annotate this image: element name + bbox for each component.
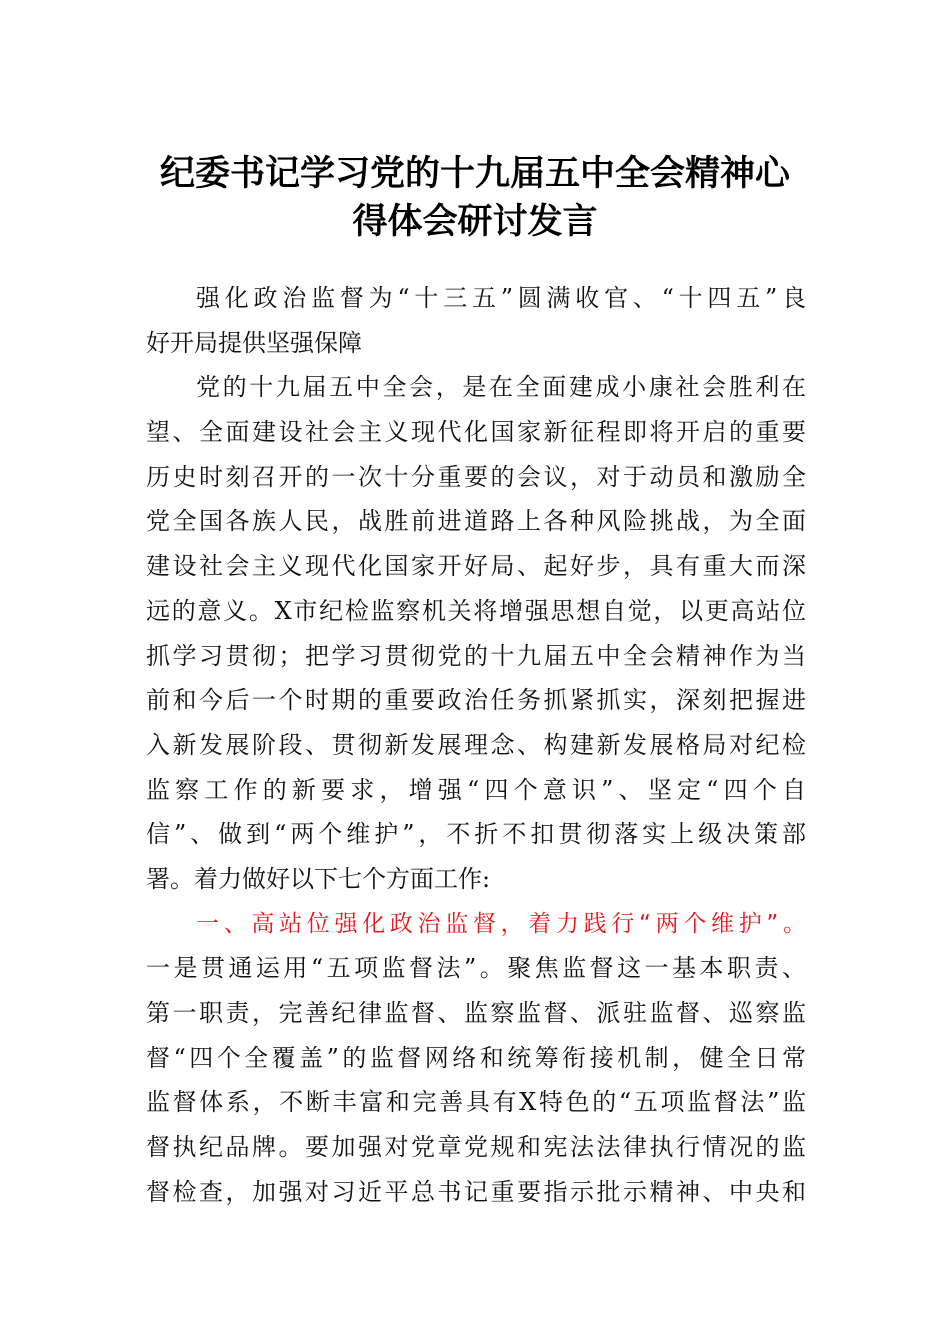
text-line: 前和今后一个时期的重要政治任务抓紧抓实，深刻把握进 bbox=[146, 686, 806, 715]
text-line: 抓学习贯彻；把学习贯彻党的十九届五中全会精神作为当 bbox=[146, 641, 806, 670]
text-line: 监察工作的新要求，增强“四个意识”、坚定“四个自 bbox=[146, 775, 806, 804]
text-line: 党的十九届五中全会，是在全面建成小康社会胜利在 bbox=[196, 373, 806, 402]
text-line: 建设社会主义现代化国家开好局、起好步，具有重大而深 bbox=[146, 552, 806, 581]
section-heading: 一、高站位强化政治监督，着力践行“两个维护”。 bbox=[196, 910, 806, 937]
title-line: 纪委书记学习党的十九届五中全会精神心 bbox=[159, 154, 790, 194]
document-body bbox=[146, 276, 806, 1214]
text-line: 党全国各族人民，战胜前进道路上各种风险挑战，为全面 bbox=[146, 507, 806, 536]
text-line: 监督体系，不断丰富和完善具有X特色的“五项监督法”监 bbox=[146, 1088, 806, 1117]
text-line: 好开局提供坚强保障 bbox=[146, 328, 362, 357]
text-line: 强化政治监督为“十三五”圆满收官、“十四五”良 bbox=[196, 284, 806, 312]
text-line: 督检查，加强对习近平总书记重要指示批示精神、中央和 bbox=[146, 1177, 806, 1206]
text-line: 历史时刻召开的一次十分重要的会议，对于动员和激励全 bbox=[146, 462, 806, 491]
text-line: 一是贯通运用“五项监督法”。聚焦监督这一基本职责、 bbox=[146, 954, 806, 983]
text-line: 督执纪品牌。要加强对党章党规和宪法法律执行情况的监 bbox=[146, 1133, 806, 1162]
text-line: 第一职责，完善纪律监督、监察监督、派驻监督、巡察监 bbox=[146, 999, 806, 1027]
text-line: 远的意义。X市纪检监察机关将增强思想自觉，以更高站位 bbox=[146, 596, 806, 625]
title-line: 得体会研讨发言 bbox=[352, 202, 598, 242]
text-line: 督“四个全覆盖”的监督网络和统筹衔接机制，健全日常 bbox=[146, 1043, 806, 1072]
text-line: 信”、做到“两个维护”，不折不扣贯彻落实上级决策部 bbox=[146, 820, 806, 849]
document-title bbox=[0, 150, 950, 246]
text-line: 署。着力做好以下七个方面工作: bbox=[146, 864, 491, 893]
text-line: 望、全面建设社会主义现代化国家新征程即将开启的重要 bbox=[146, 418, 806, 447]
text-line: 入新发展阶段、贯彻新发展理念、构建新发展格局对纪检 bbox=[146, 730, 806, 759]
